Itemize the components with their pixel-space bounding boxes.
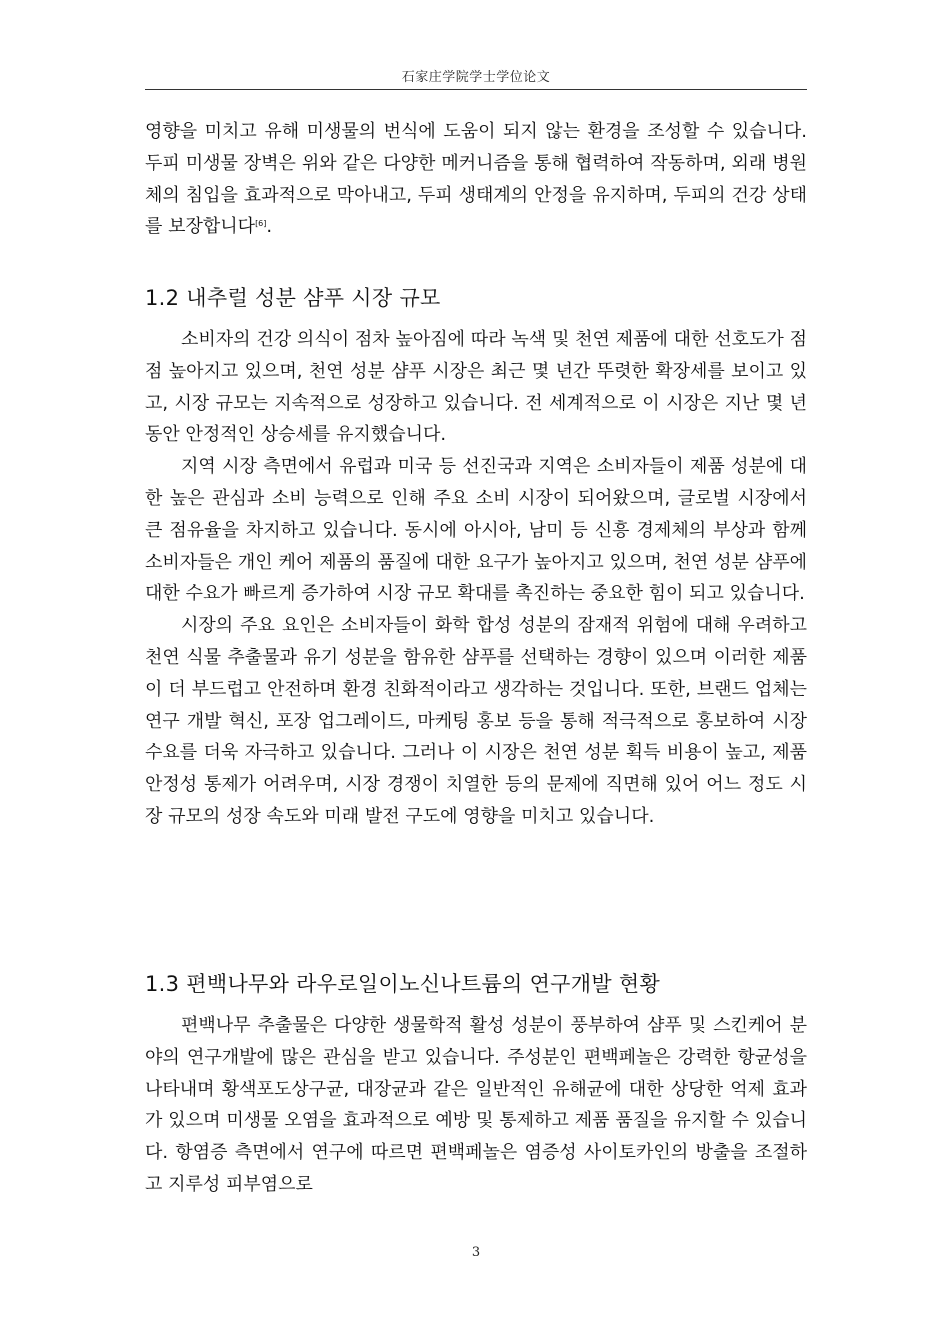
section-1-3-body [145, 1010, 807, 1201]
running-header: 石家庄学院学士学位论文 [401, 70, 551, 85]
section-heading-1-2: 1.2 내추럴 성분 샴푸 시장 규모 [145, 286, 441, 310]
continued-paragraph-block [145, 116, 807, 243]
paragraph: 소비자의 건강 의식이 점차 높아짐에 따라 녹색 및 천연 제품에 대한 선호도가 점점 높아지고 있으며, 천연 성분 샴푸 시장은 최근 몇 년간 뚜렷한 확장세를 보이고 있고, 시장 규모는 지속적으로 성장하고 있습니다. 전 세계적으로 이 시장은 지난 몇 년 동안 안정적인 상승세를 유지했습니다. [145, 329, 807, 446]
page-number: 3 [471, 1245, 481, 1260]
section-heading-1-3: 1.3 편백나무와 라우로일이노신나트륨의 연구개발 현황 [145, 972, 661, 996]
paragraph-end-punctuation: . [266, 216, 273, 238]
paragraph: 시장의 주요 요인은 소비자들이 화학 합성 성분의 잠재적 위험에 대해 우려하고 천연 식물 추출물과 유기 성분을 함유한 샴푸를 선택하는 경향이 있으며 이러한 제품이 더 부드럽고 안전하며 환경 친화적이라고 생각하는 것입니다. 또한, 브랜드 업체는 연구 개발 혁신, 포장 업그레이드, 마케팅 홍보 등을 통해 적극적으로 홍보하여 시장 수요를 더욱 자극하고 있습니다. 그러나 이 시장은 천연 성분 획득 비용이 높고, 제품 안정성 통제가 어려우며, 시장 경쟁이 치열한 등의 문제에 직면해 있어 어느 정도 시장 규모의 성장 속도와 미래 발전 구도에 영향을 미치고 있습니다. [145, 615, 807, 827]
citation-marker: [6] [255, 219, 267, 229]
paragraph: 지역 시장 측면에서 유럽과 미국 등 선진국과 지역은 소비자들이 제품 성분에 대한 높은 관심과 소비 능력으로 인해 주요 소비 시장이 되어왔으며, 글로벌 시장에서 큰 점유율을 차지하고 있습니다. 동시에 아시아, 남미 등 신흥 경제체의 부상과 함께 소비자들은 개인 케어 제품의 품질에 대한 요구가 높아지고 있으며, 천연 성분 샴푸에 대한 수요가 빠르게 증가하여 시장 규모 확대를 촉진하는 중요한 힘이 되고 있습니다. [145, 456, 807, 605]
header-rule [145, 89, 807, 90]
paragraph: 편백나무 추출물은 다양한 생물학적 활성 성분이 풍부하여 샴푸 및 스킨케어 분야의 연구개발에 많은 관심을 받고 있습니다. 주성분인 편백페놀은 강력한 항균성을 나타내며 황색포도상구균, 대장균과 같은 일반적인 유해균에 대한 상당한 억제 효과가 있으며 미생물 오염을 효과적으로 예방 및 통제하고 제품 품질을 유지할 수 있습니다. 항염증 측면에서 연구에 따르면 편백페놀은 염증성 사이토카인의 방출을 조절하고 지루성 피부염으로 [145, 1015, 807, 1195]
continued-paragraph [145, 116, 807, 243]
section-1-2-body [145, 324, 807, 833]
continued-paragraph-text: 영향을 미치고 유해 미생물의 번식에 도움이 되지 않는 환경을 조성할 수 있습니다. 두피 미생물 장벽은 위와 같은 다양한 메커니즘을 통해 협력하여 작동하며, 외래 병원체의 침입을 효과적으로 막아내고, 두피 생태계의 안정을 유지하며, 두피의 건강 상태를 보장합니다 [145, 121, 807, 238]
